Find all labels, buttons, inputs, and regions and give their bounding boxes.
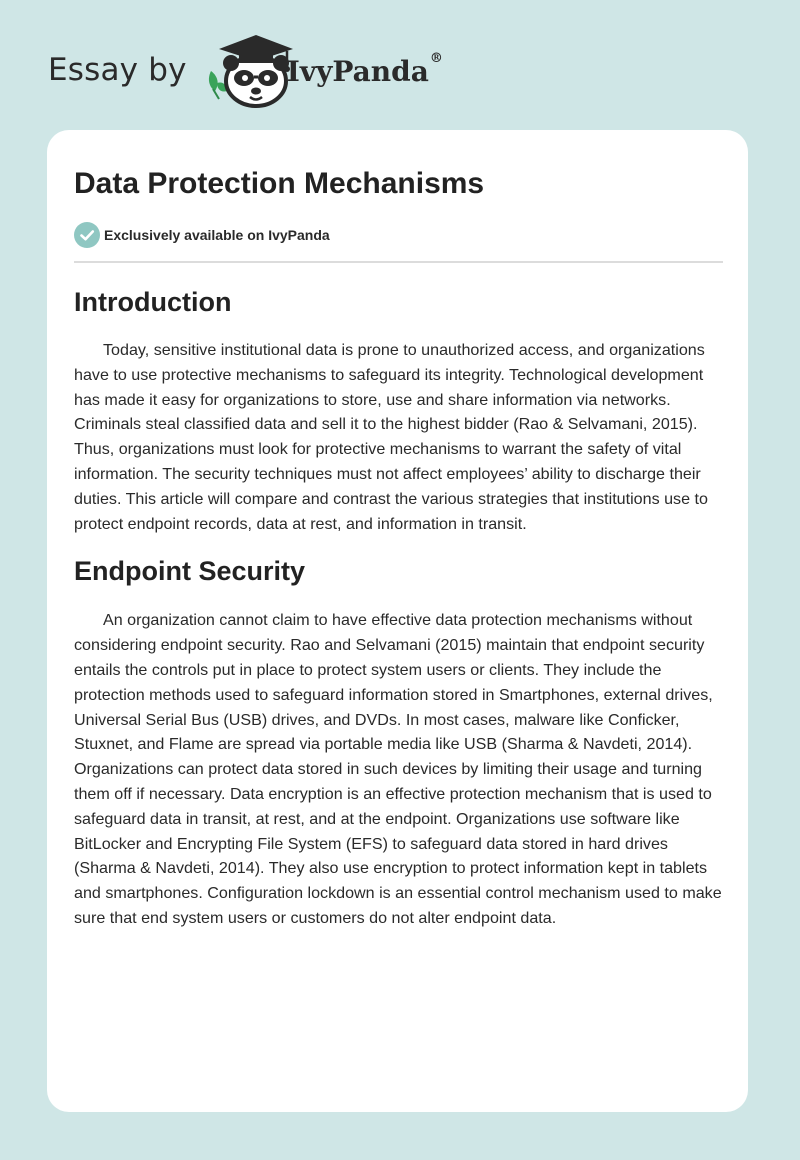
site-header (48, 30, 443, 110)
check-circle-icon (74, 222, 100, 248)
essay-by-label: Essay by (48, 52, 187, 88)
paragraph-endpoint-security: An organization cannot claim to have effective data protection mechanisms without considering endpoint security. Rao and Selvamani (2015) maintain that endpoint security entails the controls put in place to protect system users or clients. They include the protection methods used to safeguard information stored in Smartphones, external drives, Universal Serial Bus (USB) drives, and DVDs. In most cases, malware like Conficker, Stuxnet, and Flame are spread via portable media like USB (Sharma & Navdeti, 2014). Organizations can protect data stored in such devices by limiting their usage and turning them off if necessary. Data encryption is an effective protection mechanism that is used to safeguard data in transit, at rest, and at the endpoint. Organizations use software like BitLocker and Encrypting File System (EFS) to safeguard data stored in hard drives (Sharma & Navdeti, 2014). They also use encryption to protect information kept in tablets and smartphones. Configuration lockdown is an essential control mechanism used to make sure that end system users or customers do not alter endpoint data. (74, 611, 722, 927)
essay-card (47, 130, 748, 1112)
exclusive-badge (74, 222, 723, 248)
brand-name[interactable]: IvyPanda® (286, 50, 443, 88)
exclusive-label: Exclusively available on IvyPanda (104, 227, 330, 243)
panda-logo-icon[interactable] (201, 31, 301, 109)
registered-mark: ® (429, 50, 443, 66)
page-title: Data Protection Mechanisms (74, 167, 485, 200)
paragraph-introduction: Today, sensitive institutional data is prone to unauthorized access, and organizations have to use protective mechanisms to safeguard its integrity. Technological development has made it easy for organizations to store, use and share information via networks. Criminals steal classified data and sell it to the highest bidder (Rao & Selvamani, 2015). Thus, organizations must look for protective mechanisms to warrant the safety of vital information. The security techniques must not affect employees’ ability to discharge their duties. This article will compare and contrast the various strategies that institutions use to protect endpoint records, data at rest, and information in transit. (74, 341, 708, 533)
divider (74, 261, 723, 263)
essay-content (74, 165, 723, 931)
section-heading-endpoint-security: Endpoint Security (74, 556, 306, 587)
section-heading-introduction: Introduction (74, 287, 232, 317)
